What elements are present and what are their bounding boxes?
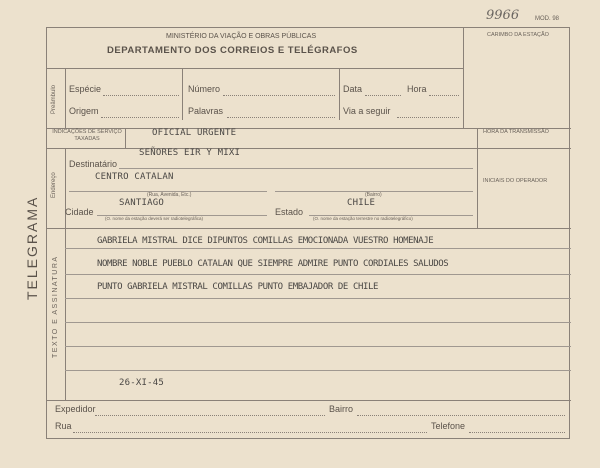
message-line-1: GABRIELA MISTRAL DICE DIPUNTOS COMILLAS EMOCIONADA VUESTRO HOMENAJE: [97, 236, 434, 246]
telefone-field[interactable]: [469, 432, 565, 433]
ministry-title: MINISTÉRIO DA VIAÇÃO E OBRAS PÚBLICAS: [166, 33, 317, 40]
operator-initials-label: INICIAIS DO OPERADOR: [483, 178, 548, 184]
estado-value: CHILE: [347, 198, 376, 208]
bairro-field[interactable]: [357, 415, 565, 416]
service-value: OFICIAL URGENTE: [152, 128, 237, 138]
hora-field[interactable]: [429, 95, 459, 96]
data-label: Data: [343, 84, 363, 94]
message-date: 26-XI-45: [119, 378, 164, 388]
text-signature-label: TEXTO E ASSINATURA: [52, 255, 59, 358]
rua-field[interactable]: [73, 432, 427, 433]
document-number: 9966: [486, 8, 520, 23]
model-number: MOD. 98: [535, 16, 560, 22]
especie-label: Espécie: [69, 84, 102, 94]
telefone-label: Telefone: [431, 421, 466, 431]
destinatario-label: Destinatário: [69, 159, 118, 169]
preamble-label: Preâmbulo: [51, 84, 57, 114]
expedidor-label: Expedidor: [55, 404, 96, 414]
via-field[interactable]: [397, 117, 459, 118]
cidade-note: (O. nome da estação deverá ser radiotelegráfica): [105, 216, 204, 221]
rua-label: Rua: [55, 421, 72, 431]
cidade-label: Cidade: [65, 207, 94, 217]
origem-field[interactable]: [101, 117, 179, 118]
service-label: INDICAÇÕES DE SERVIÇO TAXADAS: [52, 129, 122, 142]
street-value: CENTRO CATALAN: [95, 172, 174, 182]
telegrama-title: TELEGRAMA: [24, 195, 40, 300]
hora-label: Hora: [407, 84, 427, 94]
palavras-field[interactable]: [227, 117, 335, 118]
stamp-box-label: CARIMBO DA ESTAÇÃO: [487, 32, 549, 38]
department-title: DEPARTAMENTO DOS CORREIOS E TELÉGRAFOS: [107, 45, 358, 56]
telegram-form: [46, 27, 570, 439]
numero-label: Número: [188, 84, 221, 94]
especie-field[interactable]: [103, 95, 179, 96]
message-line-3: PUNTO GABRIELA MISTRAL COMILLAS PUNTO EMBAJADOR DE CHILE: [97, 282, 379, 292]
numero-field[interactable]: [223, 95, 335, 96]
origem-label: Origem: [69, 106, 99, 116]
address-label: Endereço: [51, 172, 57, 198]
expedidor-field[interactable]: [95, 415, 325, 416]
estado-note: (O. nome da estação terrestre no radiotelegráfico): [313, 216, 413, 221]
message-line-2: NOMBRE NOBLE PUEBLO CATALAN QUE SIEMPRE ADMIRE PUNTO CORDIALES SALUDOS: [97, 259, 449, 269]
destinatario-value: SEÑORES EIR Y MIXI: [139, 148, 241, 158]
bairro-hint: (Bairro): [365, 192, 382, 198]
palavras-label: Palavras: [188, 106, 224, 116]
cidade-value: SANTIAGO: [119, 198, 164, 208]
estado-label: Estado: [275, 207, 304, 217]
street-hint: (Rua, Avenida, Etc.): [147, 192, 192, 198]
data-field[interactable]: [365, 95, 401, 96]
bairro-label: Bairro: [329, 404, 354, 414]
via-label: Via a seguir: [343, 106, 391, 116]
transmission-time-label: HORA DA TRANSMISSÃO: [483, 129, 549, 135]
